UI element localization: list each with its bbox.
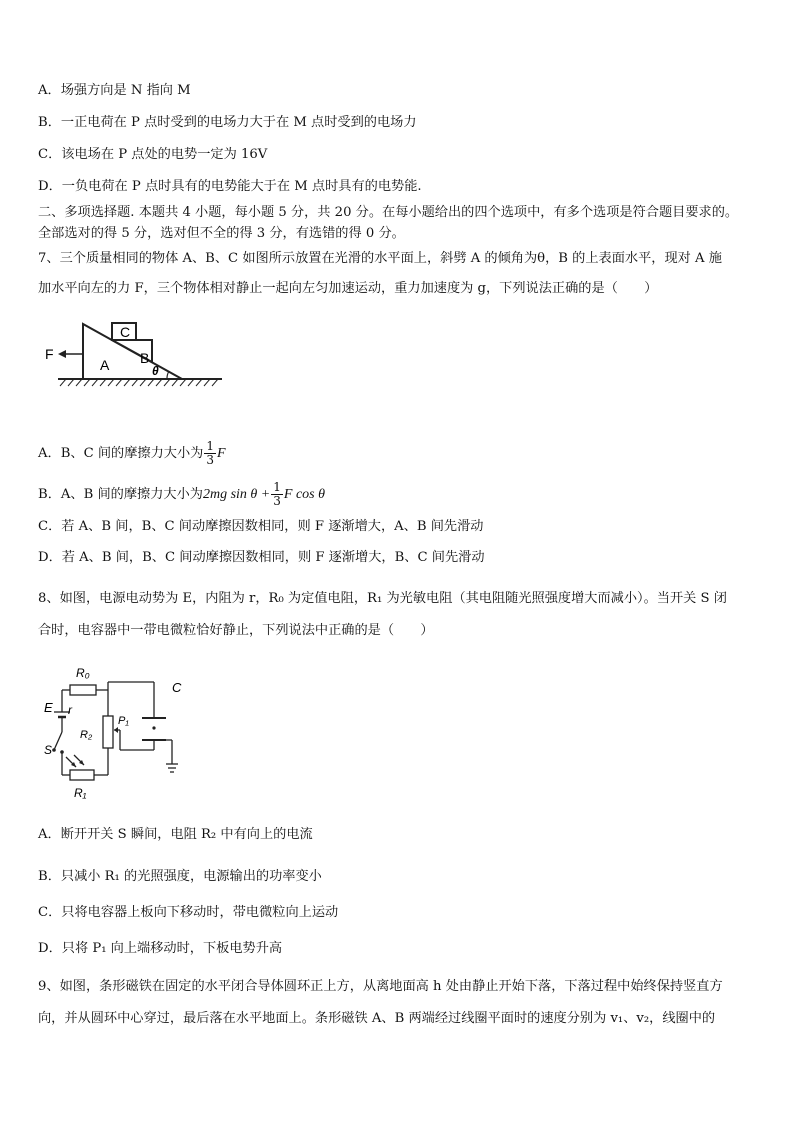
label-b: B [140, 350, 150, 366]
label-r0: R₀ [76, 666, 90, 680]
q9-stem-line2: 向，并从圆环中心穿过，最后落在水平地面上。条形磁铁 A、B 两端经过线圈平面时的速度分别为 v₁、v₂，线圈中的 [38, 1011, 716, 1026]
section2-heading-line1: 二、多项选择题. 本题共 4 小题，每小题 5 分，共 20 分。在每小题给出的四个选项中，有多个选项是符合题目要求的。 [38, 205, 739, 220]
section2-heading-line2: 全部选对的得 5 分，选对但不全的得 3 分，有选错的得 0 分。 [38, 226, 405, 241]
q7-option-c: C．若 A、B 间，B、C 间动摩擦因数相同，则 F 逐渐增大，A、B 间先滑动 [38, 519, 484, 534]
label-f: F [45, 346, 54, 362]
q7-stem-line1: 7、三个质量相同的物体 A、B、C 如图所示放置在光滑的水平面上，斜劈 A 的倾角为θ，B 的上表面水平，现对 A 施 [38, 251, 722, 266]
q8-option-c: C．只将电容器上板向下移动时，带电微粒向上运动 [38, 905, 339, 920]
label-c: C [172, 680, 182, 695]
q8-option-a: A．断开开关 S 瞬间，电阻 R₂ 中有向上的电流 [38, 827, 313, 842]
label-a: A [100, 357, 110, 373]
q7-option-d: D．若 A、B 间，B、C 间动摩擦因数相同，则 F 逐渐增大，B、C 间先滑动 [38, 550, 485, 565]
q8-option-d: D．只将 P₁ 向上端移动时，下板电势升高 [38, 941, 283, 956]
q7-incline-figure [40, 318, 230, 418]
label-p1: P₁ [118, 715, 129, 727]
label-c: C [120, 324, 131, 340]
q8-stem-line2: 合时，电容器中一带电微粒恰好静止，下列说法中正确的是（ ） [38, 623, 434, 638]
q6-option-d: D．一负电荷在 P 点时具有的电势能大于在 M 点时具有的电势能. [38, 179, 422, 194]
label-r1: R₁ [74, 786, 87, 800]
q7-option-a: A．B、C 间的摩擦力大小为 $\frac{1}{3}$ F [38, 439, 226, 467]
q7-option-b: B．A、B 间的摩擦力大小为2mg sin θ + $\frac{1}{3}$ F cos θ [38, 480, 325, 508]
q9-stem-line1: 9、如图，条形磁铁在固定的水平闭合导体圆环正上方，从离地面高 h 处由静止开始下落，下落过程中始终保持竖直方 [38, 979, 723, 994]
q6-option-b: B．一正电荷在 P 点时受到的电场力大于在 M 点时受到的电场力 [38, 115, 417, 130]
label-r2: R₂ [80, 729, 93, 741]
q6-option-c: C．该电场在 P 点处的电势一定为 16V [38, 147, 268, 162]
label-s: S [44, 743, 53, 757]
label-theta: θ [152, 364, 159, 378]
q8-stem-line1: 8、如图，电源电动势为 E，内阻为 r，R₀ 为定值电阻，R₁ 为光敏电阻（其电阻随光照强度增大而减小）。当开关 S 闭 [38, 591, 727, 606]
q8-option-b: B．只减小 R₁ 的光照强度，电源输出的功率变小 [38, 869, 322, 884]
label-r: r [68, 703, 72, 717]
label-e: E [44, 700, 53, 715]
q8-circuit-diagram [40, 660, 200, 805]
q7-stem-line2: 加水平向左的力 F，三个物体相对静止一起向左匀加速运动，重力加速度为 g，下列说法正确的是（ ） [38, 281, 658, 296]
q6-option-a: A．场强方向是 N 指向 M [38, 83, 191, 98]
